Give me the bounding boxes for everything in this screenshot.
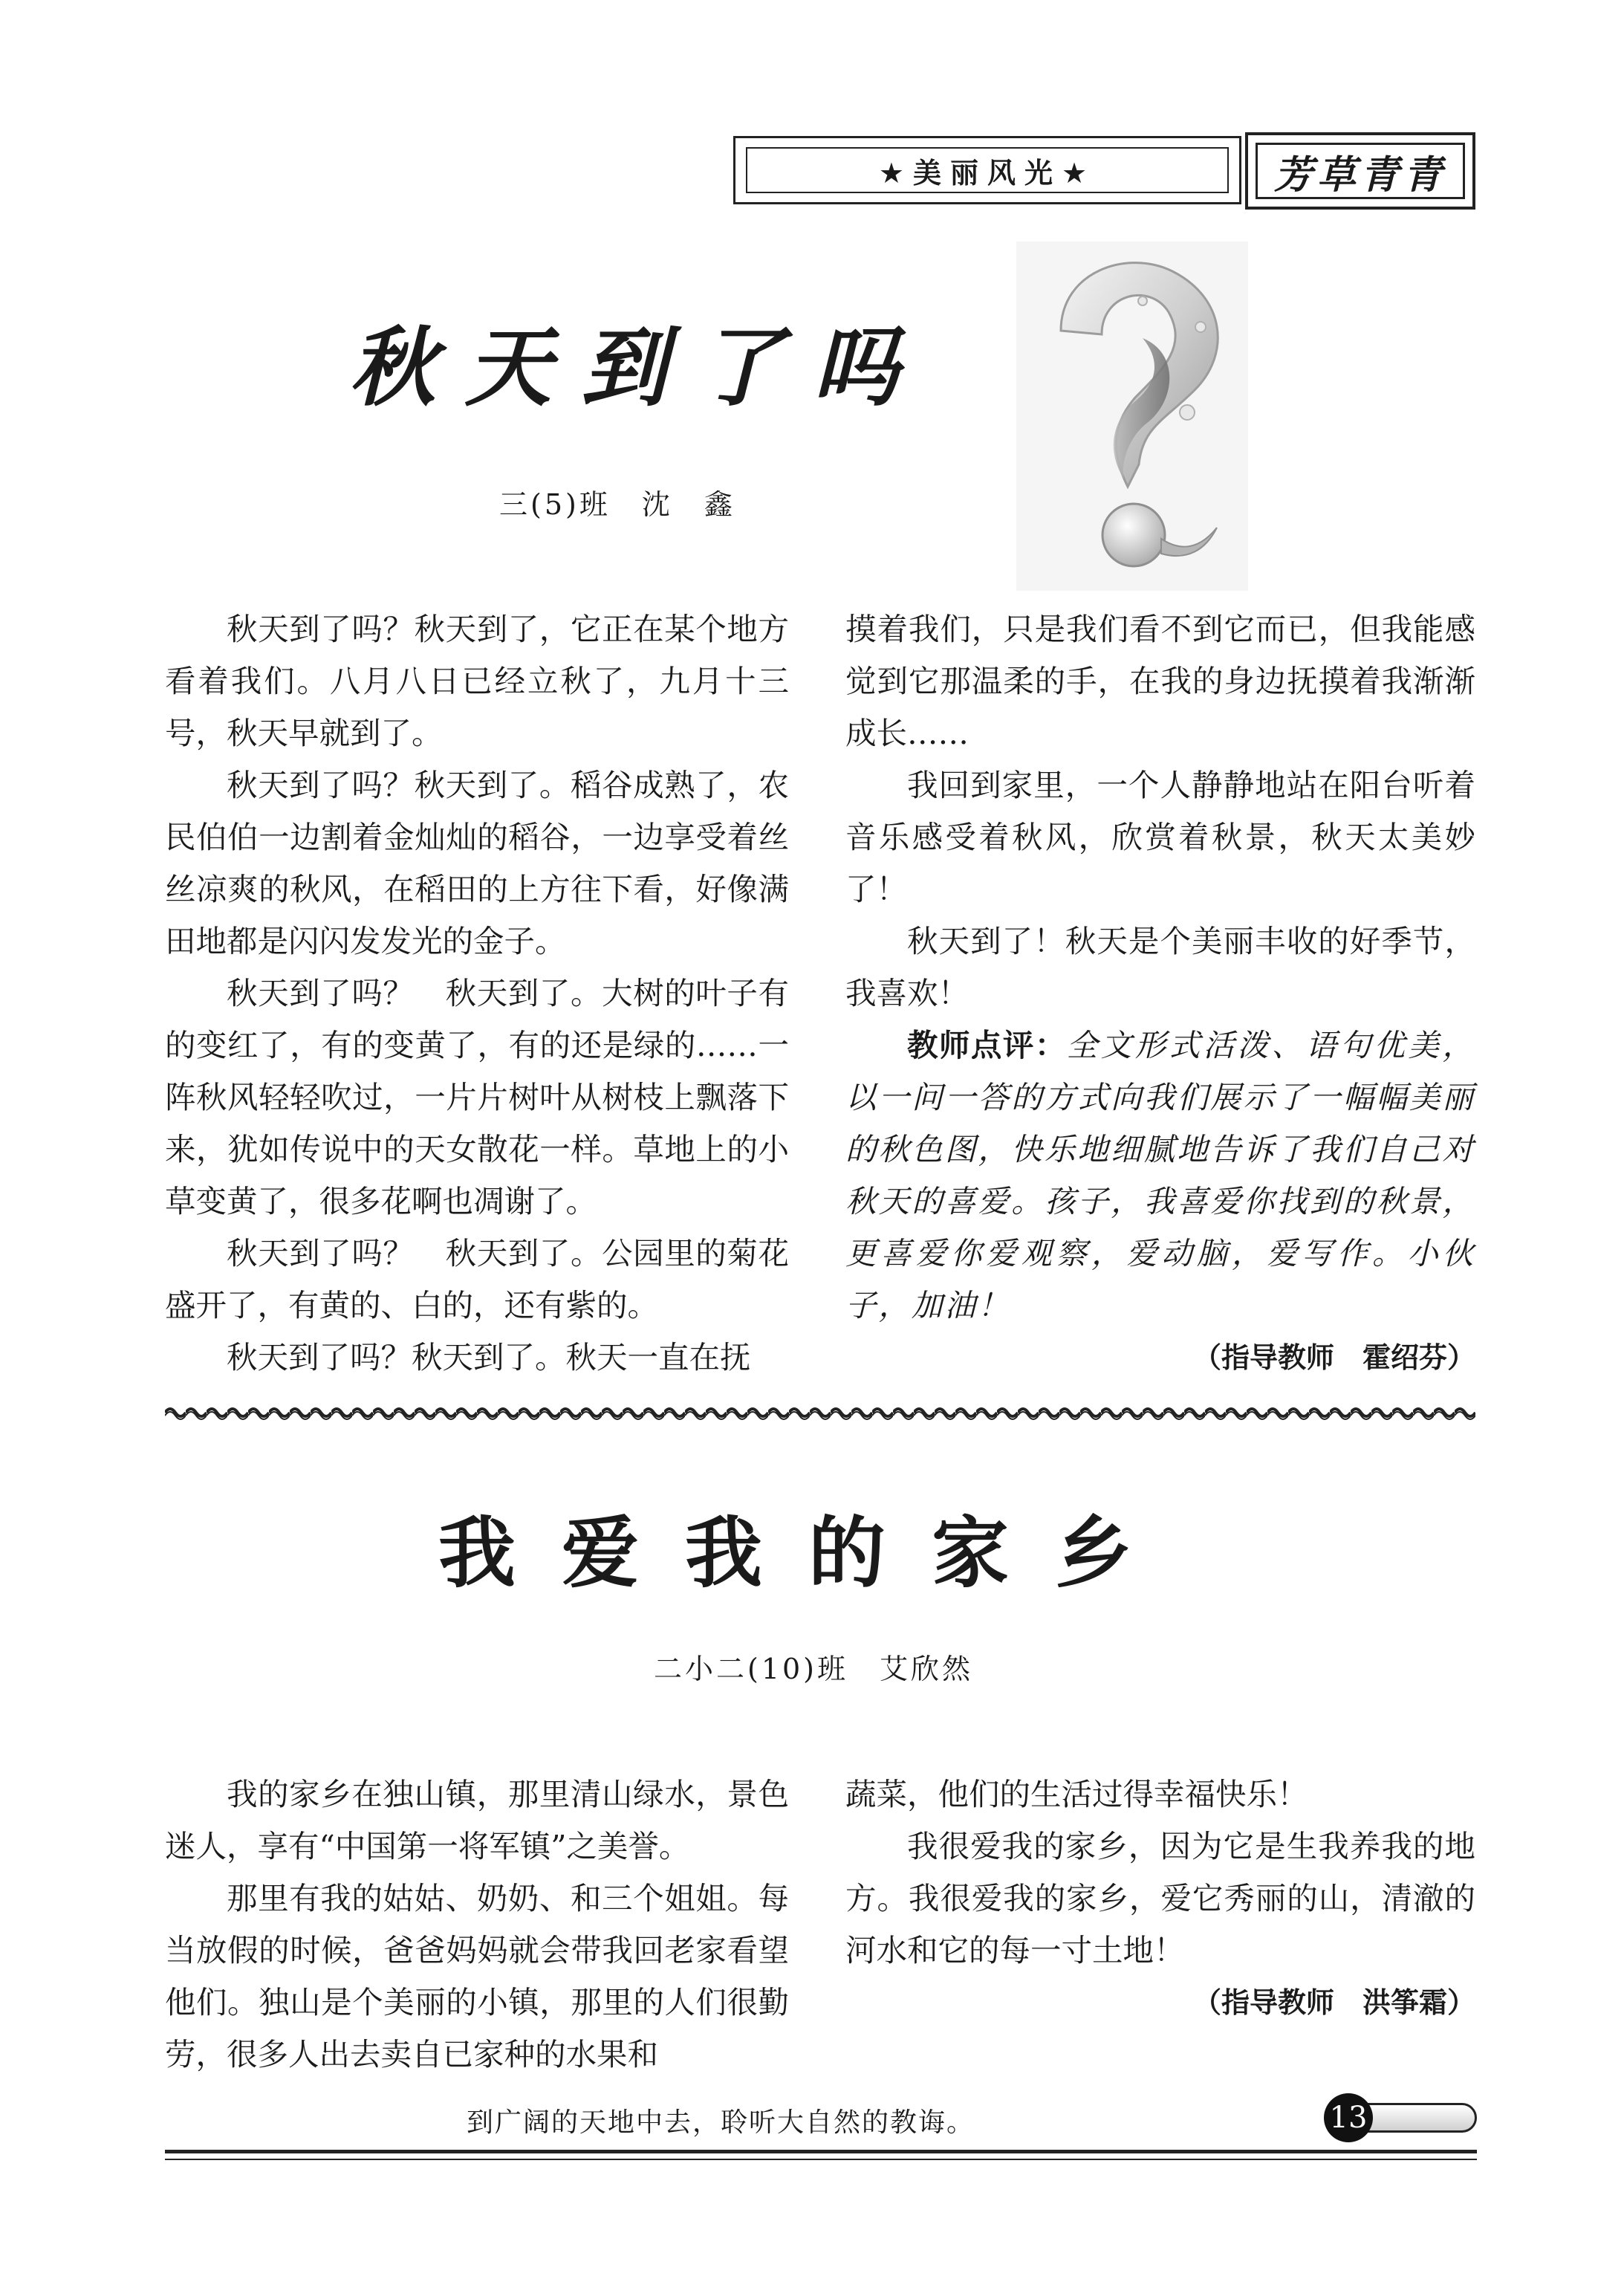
article1-paragraph: 秋天到了吗？ 秋天到了。大树的叶子有的变红了，有的变黄了，有的还是绿的……一阵秋风轻轻吹过，一片片树叶从树枝上飘落下来，犹如传说中的天女散花一样。草地上的小草变黄了，很多花啊也凋谢了。 xyxy=(165,975,789,1219)
teacher-comment-text: 全文形式活泼、语句优美，以一问一答的方式向我们展示了一幅幅美丽的秋色图，快乐地细腻地告诉了我们自己对秋天的喜爱。孩子，我喜爱你找到的秋景，更喜爱你爱观察，爱动脑，爱写作。小伙子，加油！ xyxy=(845,1027,1475,1323)
footer-rule-thin xyxy=(165,2159,1477,2160)
section-header xyxy=(733,136,1241,204)
article1-paragraph-continued: 摸着我们，只是我们看不到它而已，但我能感觉到它那温柔的手，在我的身边抚摸着我渐渐成长…… xyxy=(845,611,1475,751)
article2-byline: 二小二(10)班 艾欣然 xyxy=(654,1653,974,1685)
article1-title: 秋天到了吗 xyxy=(349,317,929,418)
column-header xyxy=(1245,132,1475,210)
column-header-label: 芳草青青 xyxy=(1273,152,1446,198)
footer-rule-thick xyxy=(165,2150,1477,2153)
footer-motto: 到广阔的天地中去，聆听大自然的教诲。 xyxy=(466,2107,975,2138)
teacher-comment xyxy=(845,1020,1475,1332)
article2-paragraph: 我很爱我的家乡，因为它是生我养我的地方。我很爱我的家乡，爱它秀丽的山，清澈的河水和它的每一寸土地！ xyxy=(845,1828,1475,1968)
section-header-label: ★美丽风光★ xyxy=(878,156,1097,189)
article2-paragraph: 那里有我的姑姑、奶奶、和三个姐姐。每当放假的时候，爸爸妈妈就会带我回老家看望他们。独山是个美丽的小镇，那里的人们很勤劳，很多人出去卖自已家种的水果和 xyxy=(165,1880,789,2072)
article1-byline: 三(5)班 沈 鑫 xyxy=(499,488,735,521)
article2-left-column xyxy=(165,1769,789,2081)
article1-paragraph: 秋天到了吗？秋天到了。稻谷成熟了，农民伯伯一边割着金灿灿的稻谷，一边享受着丝丝凉爽的秋风，在稻田的上方往下看，好像满田地都是闪闪发发光的金子。 xyxy=(165,767,789,959)
article2-right-column xyxy=(845,1769,1475,2029)
teacher-comment-label: 教师点评： xyxy=(907,1027,1067,1063)
article1-paragraph: 我回到家里，一个人静静地站在阳台听着音乐感受着秋风，欣赏着秋景，秋天太美妙了！ xyxy=(845,767,1475,907)
wavy-divider xyxy=(165,1404,1475,1421)
article1-right-column xyxy=(845,603,1475,1384)
question-mark-illustration xyxy=(1016,242,1248,591)
article1-paragraph: 秋天到了吗？秋天到了。秋天一直在抚 xyxy=(227,1339,751,1375)
article2-paragraph: 我的家乡在独山镇，那里清山绿水，景色迷人，享有“中国第一将军镇”之美誉。 xyxy=(165,1776,789,1864)
article1-teacher: （指导教师 霍绍芬） xyxy=(1192,1341,1475,1374)
article2-teacher: （指导教师 洪筝霜） xyxy=(1192,1986,1475,2019)
article1-paragraph: 秋天到了吗？秋天到了，它正在某个地方看着我们。八月八日已经立秋了，九月十三号，秋天早就到了。 xyxy=(165,611,789,751)
article1-paragraph: 秋天到了！秋天是个美丽丰收的好季节，我喜欢！ xyxy=(845,923,1475,1011)
article1-left-column xyxy=(165,603,789,1384)
article2-paragraph-continued: 蔬菜，他们的生活过得幸福快乐！ xyxy=(845,1776,1308,1812)
article2-title: 我爱我的家乡 xyxy=(438,1508,1179,1598)
page-number: 13 xyxy=(1324,2093,1373,2142)
article1-paragraph: 秋天到了吗？ 秋天到了。公园里的菊花盛开了，有黄的、白的，还有紫的。 xyxy=(165,1235,789,1323)
